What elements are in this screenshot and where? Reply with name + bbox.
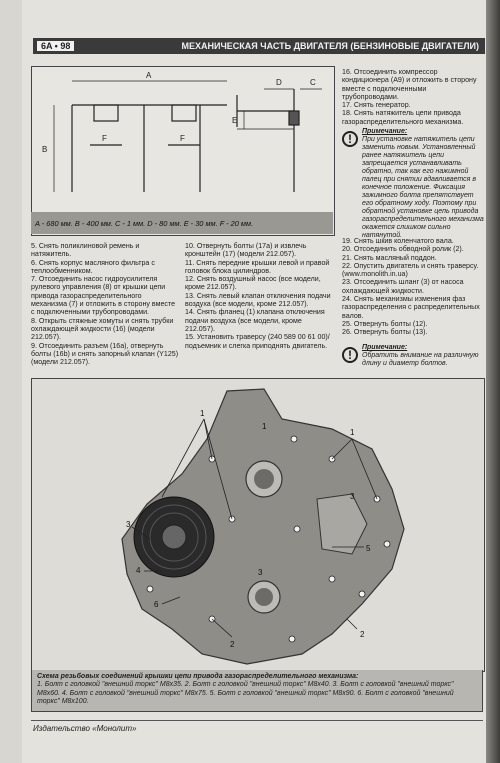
callout-1-right: 1 — [350, 428, 355, 437]
callout-4: 4 — [136, 566, 141, 575]
note-title: Примечание: — [362, 128, 408, 135]
callout-5: 5 — [366, 544, 371, 553]
step-16: 16. Отсоединить компрессор кондиционера (А9) и отложить в сторону вместе с подключенными трубопроводами. — [342, 68, 477, 101]
dim-label-a: A — [146, 71, 152, 80]
page-number: 6A • 98 — [37, 41, 74, 51]
step-10: 10. Отвернуть болты (17а) и извлечь кронштейн (17) (модели 212.057). — [185, 242, 307, 259]
step-21: 21. Снять масляный поддон. — [342, 253, 437, 262]
step-23: 23. Отсоединить шланг (3) от насоса охлаждающей жидкости. — [342, 278, 464, 295]
callout-2-bottom: 2 — [230, 640, 235, 649]
dim-label-c: C — [310, 78, 316, 87]
exclamation-icon: ! — [342, 131, 358, 147]
note-tensioner — [362, 128, 484, 240]
page-edge-shadow — [486, 0, 500, 763]
step-26: 26. Отвернуть болты (13). — [342, 328, 428, 337]
callout-2-right: 2 — [360, 630, 365, 639]
chapter-title: МЕХАНИЧЕСКАЯ ЧАСТЬ ДВИГАТЕЛЯ (БЕНЗИНОВЫЕ ДВИГАТЕЛИ) — [181, 41, 479, 51]
callout-3-left: 3 — [126, 520, 131, 529]
exclamation-icon: ! — [342, 347, 358, 363]
step-19: 19. Снять шкив коленчатого вала. — [342, 237, 454, 245]
tool-drawing-caption: A - 680 мм. B - 400 мм. C - 1 мм. D - 80 мм. E - 30 мм. F - 20 мм. — [31, 212, 333, 234]
dim-label-f-left: F — [102, 134, 107, 143]
page-header — [33, 38, 485, 54]
step-20: 20. Отсоединить обводной ролик (2). — [342, 245, 464, 254]
step-6: 6. Снять корпус масляного фильтра с теплообменником. — [31, 258, 155, 275]
step-25: 25. Отвернуть болты (12). — [342, 319, 428, 328]
step-7: 7. Отсоединить насос гидроусилителя рулевого управления (8) от крышки цепи привода газораспределительного механизма (7) и отложить в сторону вместе с подключенными трубопроводами. — [31, 275, 176, 317]
callout-3-center: 3 — [258, 568, 263, 577]
caption-title: Схема резьбовых соединений крышки цепи привода газораспределительного механизма: — [37, 673, 359, 680]
figure-chain-cover-photo — [31, 378, 485, 672]
text-column-1 — [31, 242, 179, 366]
dim-label-b: B — [42, 145, 48, 154]
figure-tool-drawing — [31, 66, 335, 236]
step-5: 5. Снять поликлиновой ремень и натяжитель. — [31, 242, 140, 259]
text-column-2 — [185, 242, 333, 350]
callout-1-mid: 1 — [262, 422, 267, 431]
chain-cover-caption — [31, 670, 483, 712]
step-17: 17. Снять генератор. — [342, 101, 411, 110]
note-text: Обратить внимание на различную длину и диаметр болтов. — [362, 352, 479, 367]
callout-3-right: 3 — [350, 492, 355, 501]
text-column-3-top — [342, 68, 484, 126]
publisher-footer: Издательство «Монолит» — [33, 724, 137, 733]
step-8: 8. Открыть стяжные хомуты и снять трубки охлаждающей жидкости (16) (модели 212.057). — [31, 316, 174, 342]
text-column-3-mid — [342, 237, 484, 337]
step-24: 24. Снять механизмы изменения фаз газораспределения с распределительных валов. — [342, 295, 480, 320]
callout-6: 6 — [154, 600, 159, 609]
dim-label-e: E — [232, 116, 238, 125]
dim-label-f-right: F — [180, 134, 185, 143]
footer-divider — [31, 720, 483, 721]
dim-label-d: D — [276, 78, 282, 87]
note-title: Примечание: — [362, 344, 408, 351]
step-12: 12. Снять воздушный насос (все модели, кроме 212.057). — [185, 275, 321, 292]
step-18: 18. Снять натяжитель цепи привода газораспределительного механизма. — [342, 109, 464, 126]
tool-drawing-svg — [32, 67, 334, 213]
caption-bolt-list: 1. Болт с головкой "внешний торкс" M8x35. 2. Болт с головкой "внешний торкс" M8x40. 3. Болт с головкой "внешний торкс" M8x60. 4. Болт с головкой "внешний торкс" M8x75. 5. Болт с головкой "внешний торкс" M8x90. 6. Болт с головкой "внешний торкс" M8x100. — [37, 681, 454, 706]
step-14: 14. Снять фланец (1) клапана отключения подачи воздуха (все модели, кроме 212.057). — [185, 308, 325, 333]
callout-1-top: 1 — [200, 409, 205, 418]
chain-cover-drawing — [32, 379, 484, 671]
step-15: 15. Установить траверсу (240 589 00 61 00)/подъемник и слегка приподнять двигатель. — [185, 333, 330, 350]
note-text: При установке натяжитель цепи заменить новым. Установленный ранее натяжитель цепи запрещается устанавливать обратно, так как его нажимной палец при снятии вдавливается в конечное положение. Фиксация зажимного болта препятствует его обратному ходу. Поэтому при обратной установке цепь привода газораспределительного механизма окажется слишком сильно натянутой. — [362, 136, 484, 239]
note-bolts — [362, 344, 484, 368]
step-13: 13. Снять левый клапан отключения подачи воздуха (все модели, кроме 212.057). — [185, 291, 331, 309]
step-22: 22. Опустить двигатель и снять траверсу. (www.monolith.in.ua) — [342, 261, 479, 279]
step-9: 9. Отсоединить разъем (16а), отвернуть болты (16b) и снять запорный клапан (Y125) (модели 212.057). — [31, 341, 179, 367]
step-11: 11. Снять передние крышки левой и правой головок блока цилиндров. — [185, 258, 330, 275]
